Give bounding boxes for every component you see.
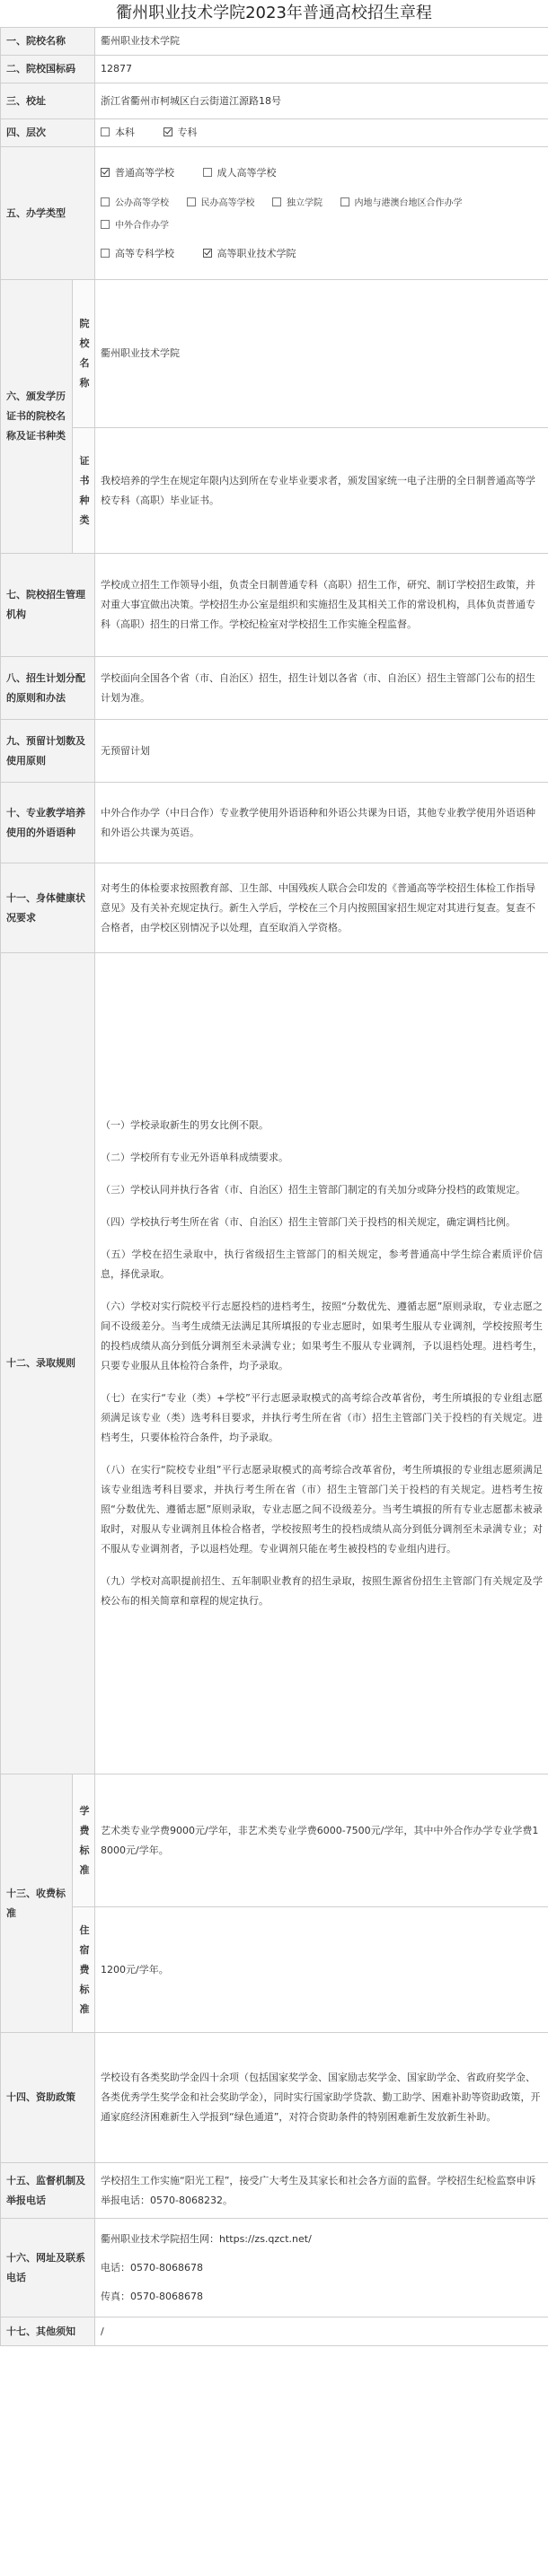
option-undergraduate [101, 123, 135, 143]
row-management [1, 554, 548, 657]
admission-rule-5: （五）学校在招生录取中，执行省级招生主管部门的相关规定，参考普通高中学生综合素质评价信息，择优录取。 [101, 1249, 543, 1280]
value-issuing-school: 衢州职业技术学院 [95, 280, 548, 428]
option-label: 本科 [115, 127, 135, 138]
row-certificate-school [1, 280, 548, 428]
value-management: 学校成立招生工作领导小组，负责全日制普通专科（高职）招生工作，研究、制订学校招生政策，并对重大事宜做出决策。学校招生办公室是组织和实施招生及其相关工作的常设机构，具体负责普通专科（高职）招生的日常工作。学校纪检室对学校招生工作实施全程监督。 [95, 554, 548, 657]
label-management: 七、院校招生管理机构 [1, 554, 95, 657]
row-fees-dorm [1, 1907, 548, 2033]
row-certificate-type [1, 428, 548, 554]
admission-rule-7: （七）在实行“专业（类）+学校”平行志愿录取模式的高考综合改革省份，考生所填报的专业组志愿须满足该专业（类）选考科目要求，并执行考生所在省（市）招生主管部门关于投档的有关规定。进档考生，只要体检符合条件，均予录取。 [101, 1392, 543, 1443]
checkbox-icon [187, 197, 196, 206]
value-address: 浙江省衢州市柯城区白云街道江源路18号 [95, 83, 548, 119]
label-school-name: 一、院校名称 [1, 28, 95, 56]
checkbox-icon [272, 197, 281, 206]
admission-rule-3: （三）学校认同并执行各省（市、自治区）招生主管部门制定的有关加分或降分投档的政策规定。 [101, 1184, 526, 1196]
type-group-2 [101, 192, 543, 237]
value-certificate-type: 我校培养的学生在规定年限内达到所在专业毕业要求者，颁发国家统一电子注册的全日制普通高等学校专科（高职）毕业证书。 [95, 428, 548, 554]
label-health: 十一、身体健康状况要求 [1, 863, 95, 953]
sublabel-tuition: 学费标准 [73, 1774, 95, 1907]
checkbox-icon [101, 220, 110, 229]
charter-table [0, 27, 548, 2346]
value-language: 中外合作办学（中日合作）专业教学使用外语语种和外语公共课为日语，其他专业教学使用外语语种和外语公共课为英语。 [95, 783, 548, 863]
value-school-type [95, 147, 548, 280]
label-reserve: 九、预留计划数及使用原则 [1, 720, 95, 783]
option-label: 成人高等学校 [217, 166, 277, 179]
label-plan: 八、招生计划分配的原则和办法 [1, 657, 95, 720]
sublabel-issuing-school: 院校名称 [73, 280, 95, 428]
option-label: 专科 [177, 127, 198, 138]
checked-checkbox-icon [101, 168, 110, 177]
value-level [95, 119, 548, 147]
label-fees: 十三、收费标准 [1, 1774, 73, 2033]
option-label: 民办高等学校 [200, 197, 255, 208]
label-school-type: 五、办学类型 [1, 147, 95, 280]
checkbox-icon [340, 197, 349, 206]
admission-rule-6: （六）学校对实行院校平行志愿投档的进档考生，按照“分数优先、遵循志愿”原则录取，专业志愿之间不设级差分。当考生成绩无法满足其所填报的专业志愿时，如果考生服从专业调剂，学校按照考生的投档成绩从高分到低分调剂至未录满专业；如果考生不服从专业调剂，予以退档处理。进档考生，只要专业服从且体检符合条件，均予录取。 [101, 1301, 543, 1371]
label-other: 十七、其他须知 [1, 2318, 95, 2346]
option-sino-foreign [101, 215, 169, 237]
option-label: 独立学院 [287, 197, 323, 208]
checkbox-icon [101, 249, 110, 258]
value-school-name: 衢州职业技术学院 [95, 28, 548, 56]
option-public-hei [101, 193, 169, 215]
option-label: 高等职业技术学院 [217, 247, 296, 259]
checked-checkbox-icon [164, 127, 172, 136]
row-admission [1, 953, 548, 1774]
label-admission: 十二、录取规则 [1, 953, 95, 1774]
row-health [1, 863, 548, 953]
type-group-1 [101, 162, 543, 185]
label-supervision: 十五、监督机制及举报电话 [1, 2163, 95, 2219]
row-level [1, 119, 548, 147]
contact-website: 衢州职业技术学院招生网：https://zs.qzct.net/ [101, 2232, 312, 2245]
sublabel-dorm: 住宿费标准 [73, 1907, 95, 2033]
row-address [1, 83, 548, 119]
label-school-code: 二、院校国标码 [1, 56, 95, 83]
option-independent-college [272, 193, 323, 215]
option-label: 普通高等学校 [115, 166, 174, 179]
admission-rule-2: （二）学校所有专业无外语单科成绩要求。 [101, 1152, 288, 1163]
value-tuition: 艺术类专业学费9000元/学年，非艺术类专业学费6000-7500元/学年，其中中外合作办学专业学费18000元/学年。 [95, 1774, 548, 1907]
label-address: 三、校址 [1, 83, 95, 119]
value-reserve: 无预留计划 [95, 720, 548, 783]
value-admission [95, 953, 548, 1774]
value-aid: 学校设有各类奖助学金四十余项（包括国家奖学金、国家励志奖学金、国家助学金、省政府奖学金、各类优秀学生奖学金和社会奖助学金），同时实行国家助学贷款、勤工助学、困难补助等资助政策，开通家庭经济困难新生入学报到“绿色通道”，对符合资助条件的特别困难新生发放新生补助。 [95, 2033, 548, 2163]
admission-rule-8: （八）在实行“院校专业组”平行志愿录取模式的高考综合改革省份，考生所填报的专业组志愿须满足该专业组选考科目要求，并执行考生所在省（市）招生主管部门关于投档的有关规定。进档考生按照“分数优先、遵循志愿”原则录取，专业志愿之间不设级差分。当考生填报的所有专业志愿都未被录取时，对服从专业调剂且体检合格者，学校按照考生的投档成绩从高分到低分调剂至未录满专业；对不服从专业调剂者，予以退档处理。专业调剂只能在考生被投档的专业组内进行。 [101, 1464, 543, 1555]
option-label: 中外合作办学 [115, 220, 169, 231]
option-label: 高等专科学校 [115, 247, 174, 259]
option-label: 内地与港澳台地区合作办学 [354, 197, 463, 208]
row-aid [1, 2033, 548, 2163]
value-other: / [95, 2318, 548, 2346]
option-regular-hei [101, 162, 174, 185]
row-supervision [1, 2163, 548, 2219]
option-private-hei [187, 193, 255, 215]
admission-rule-9: （九）学校对高职提前招生、五年制职业教育的招生录取，按照生源省份招生主管部门有关规定及学校公布的相关简章和章程的规定执行。 [101, 1575, 543, 1607]
option-junior-college-school [101, 242, 174, 266]
row-language [1, 783, 548, 863]
label-language: 十、专业教学培养使用的外语语种 [1, 783, 95, 863]
checkbox-icon [101, 197, 110, 206]
option-junior-college [164, 123, 198, 143]
value-health: 对考生的体检要求按照教育部、卫生部、中国残疾人联合会印发的《普通高等学校招生体检工作指导意见》及有关补充规定执行。新生入学后，学校在三个月内按照国家招生规定对其进行复查。复查不合格者，由学校区别情况予以处理，直至取消入学资格。 [95, 863, 548, 953]
row-plan [1, 657, 548, 720]
admission-rule-1: （一）学校录取新生的男女比例不限。 [101, 1119, 269, 1131]
option-label: 公办高等学校 [115, 197, 169, 208]
row-fees-tuition [1, 1774, 548, 1907]
type-group-3 [101, 242, 543, 266]
contact-fax: 传真：0570-8068678 [101, 2290, 203, 2302]
admission-rule-4: （四）学校执行考生所在省（市、自治区）招生主管部门关于投档的相关规定，确定调档比例。 [101, 1216, 516, 1228]
checkbox-icon [203, 168, 212, 177]
label-level: 四、层次 [1, 119, 95, 147]
label-certificate: 六、颁发学历证书的院校名称及证书种类 [1, 280, 73, 554]
option-vocational-college [203, 242, 296, 266]
row-school-name [1, 28, 548, 56]
value-contact [95, 2219, 548, 2318]
checkbox-icon [101, 127, 110, 136]
value-dorm: 1200元/学年。 [95, 1907, 548, 2033]
row-school-code [1, 56, 548, 83]
label-contact: 十六、网址及联系电话 [1, 2219, 95, 2318]
sublabel-certificate-type: 证书种类 [73, 428, 95, 554]
row-contact [1, 2219, 548, 2318]
row-reserve [1, 720, 548, 783]
label-aid: 十四、资助政策 [1, 2033, 95, 2163]
value-supervision: 学校招生工作实施“阳光工程”，接受广大考生及其家长和社会各方面的监督。学校招生纪检监察申诉举报电话：0570-8068232。 [95, 2163, 548, 2219]
value-school-code: 12877 [95, 56, 548, 83]
row-other [1, 2318, 548, 2346]
value-plan: 学校面向全国各个省（市、自治区）招生，招生计划以各省（市、自治区）招生主管部门公布的招生计划为准。 [95, 657, 548, 720]
page-title: 衢州职业技术学院2023年普通高校招生章程 [116, 4, 432, 22]
option-hk-macao-taiwan [340, 193, 463, 215]
row-school-type [1, 147, 548, 280]
contact-phone: 电话：0570-8068678 [101, 2261, 203, 2274]
checked-checkbox-icon [203, 249, 212, 258]
option-adult-hei [203, 162, 277, 185]
